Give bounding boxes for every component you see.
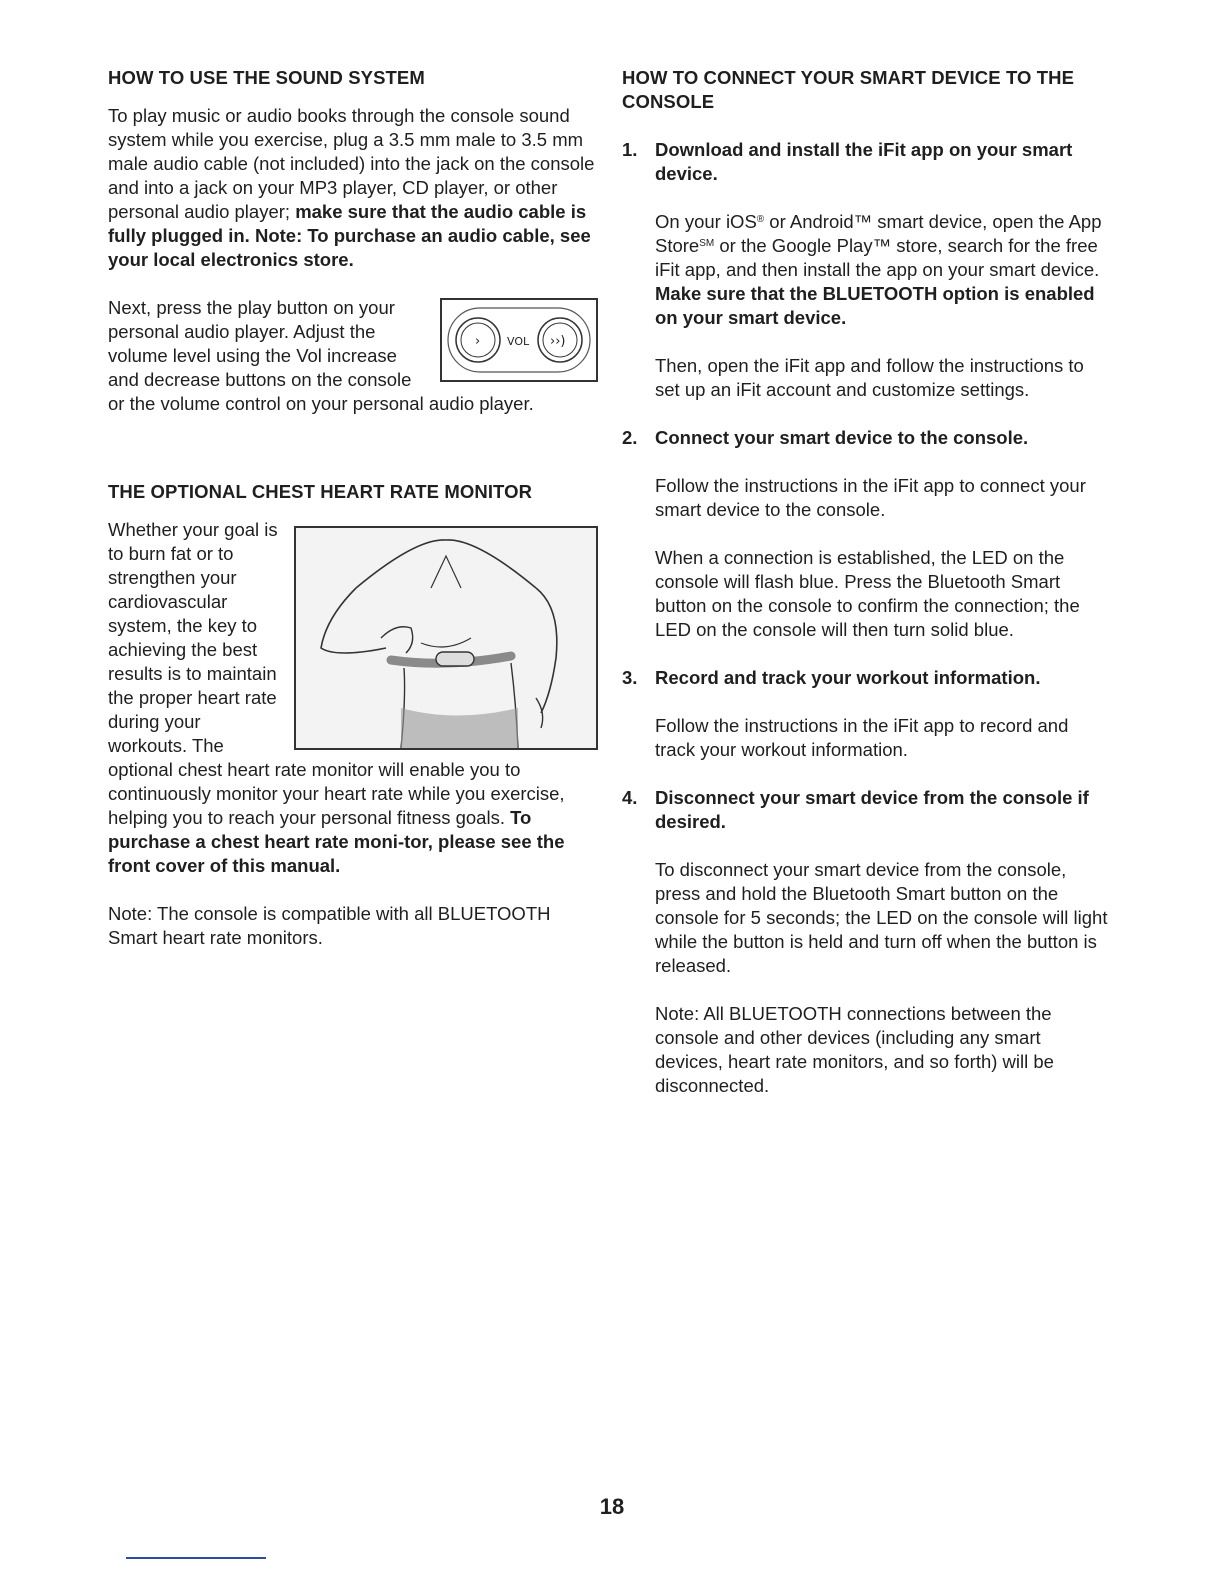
left-column [108,66,598,974]
heart-rate-note: Note: The console is compatible with all BLUETOOTH Smart heart rate monitors. [108,903,551,948]
heart-rate-heading: THE OPTIONAL CHEST HEART RATE MONITOR [108,481,533,502]
heart-rate-strap-icon [296,528,596,748]
step-number: 3. [622,667,638,688]
connect-heading: HOW TO CONNECT YOUR SMART DEVICE TO THE CONSOLE [622,67,1075,112]
volume-buttons-icon [442,300,596,380]
step-paragraph: Follow the instructions in the iFit app to record and track your workout information. [655,715,1069,760]
sound-system-heading: HOW TO USE THE SOUND SYSTEM [108,67,425,88]
step-number: 4. [622,787,638,808]
step-title: Download and install the iFit app on your smart device. [655,139,1073,184]
step-title: Disconnect your smart device from the console if desired. [655,787,1089,832]
step-title: Connect your smart device to the console. [655,427,1029,448]
step-paragraph: Note: All BLUETOOTH connections between the console and other devices (including any smart devices, heart rate monitors, and so forth) will be disconnected. [655,1003,1054,1096]
step-paragraph: On your iOS® or Android™ smart device, open the App Store℠ or the Google Play™ store, search for the free iFit app, and then install the app on your smart device. Make sure that the BLUETOOTH option is enabled on your smart device. [655,211,1102,328]
step-number: 2. [622,427,638,448]
step-3 [622,666,1112,762]
footer-divider [126,1557,266,1559]
step-paragraph: When a connection is established, the LED on the console will flash blue. Press the Bluetooth Smart button on the console to confirm the connection; the LED on the console will then turn solid blue. [655,547,1080,640]
volume-buttons-illustration [440,298,598,382]
play-volume-paragraph: Next, press the play button on your personal audio player. Adjust the volume level using the Vol increase and decrease buttons on the console or the volume control on your personal audio player. [108,297,534,414]
step-title: Record and track your workout information. [655,667,1041,688]
page-number: 18 [599,1494,625,1519]
heart-rate-paragraph: Whether your goal is to burn fat or to strengthen your cardiovascular system, the key to achieving the best results is to maintain the proper heart rate during your workouts. The optional chest heart rate monitor will enable you to continuously monitor your heart rate while you exercise, helping you to reach your personal fitness goals. To purchase a chest heart rate moni-tor, please see the front cover of this manual. [108,519,565,876]
step-paragraph: To disconnect your smart device from the console, press and hold the Bluetooth Smart button on the console for 5 seconds; the LED on the console will light while the button is held and turn off when the button is released. [655,859,1108,976]
step-2 [622,426,1112,642]
vol-label: VOL [507,335,530,348]
right-column [622,66,1112,1122]
step-number: 1. [622,139,638,160]
svg-text:›: › [475,334,481,349]
step-1 [622,138,1112,402]
step-4 [622,786,1112,1098]
step-paragraph: Then, open the iFit app and follow the instructions to set up an iFit account and customize settings. [655,355,1084,400]
sound-system-paragraph: To play music or audio books through the console sound system while you exercise, plug a 3.5 mm male to 3.5 mm male audio cable (not included) into the jack on the console and into a jack on your MP3 player, CD player, or other personal audio player; make sure that the audio cable is fully plugged in. Note: To purchase an audio cable, see your local electronics store. [108,105,595,270]
svg-text:››): ››) [550,334,566,349]
step-paragraph: Follow the instructions in the iFit app to connect your smart device to the console. [655,475,1086,520]
chest-strap-illustration [294,526,598,750]
